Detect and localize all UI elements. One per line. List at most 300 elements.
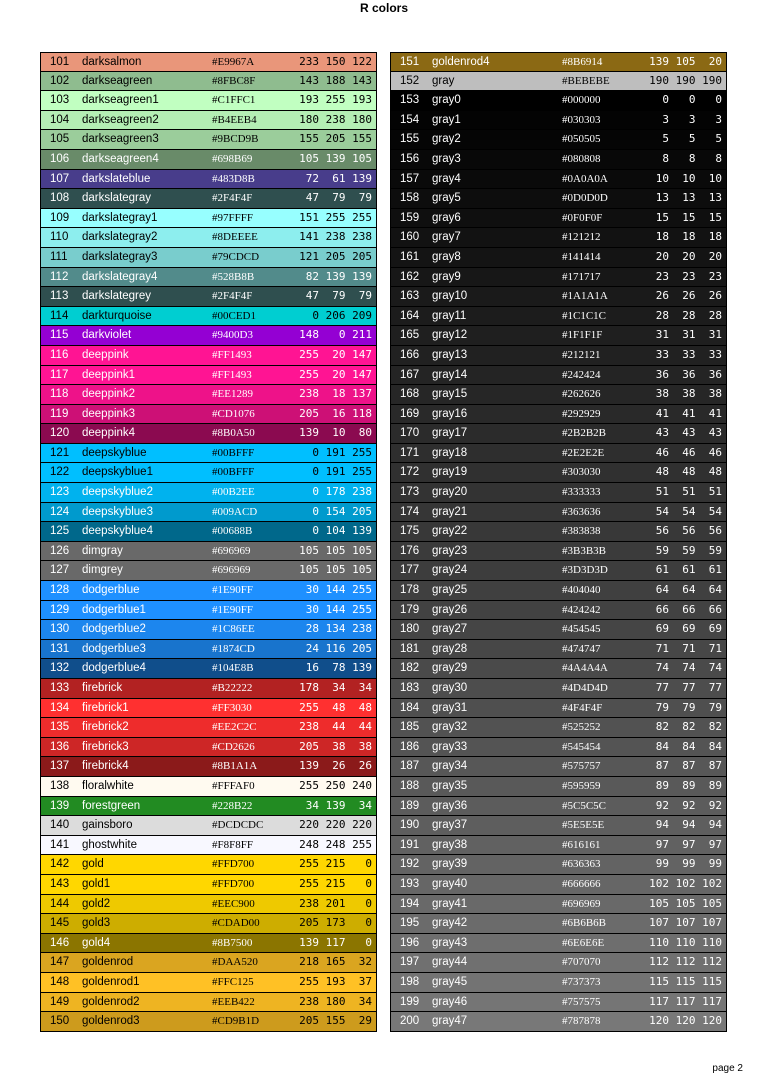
color-hex: #6E6E6E: [562, 936, 605, 949]
color-rgb: 180 238 180: [299, 112, 372, 126]
color-rgb: 89 89 89: [649, 778, 722, 792]
color-name: gray27: [432, 623, 468, 636]
color-name: gray0: [432, 94, 461, 107]
color-number: 130: [50, 623, 70, 636]
color-number: 164: [400, 309, 420, 322]
color-hex: #707070: [562, 956, 601, 969]
color-number: 182: [400, 662, 420, 675]
color-hex: #424242: [562, 603, 601, 616]
color-row: [40, 522, 377, 542]
color-number: 162: [400, 270, 420, 283]
color-row: [390, 816, 727, 836]
color-rgb: 139 26 26: [299, 759, 372, 773]
color-rgb: 255 250 240: [299, 778, 372, 792]
color-number: 187: [400, 760, 420, 773]
color-hex: #2F4F4F: [212, 192, 253, 205]
color-name: gray12: [432, 329, 468, 342]
color-row: [40, 699, 377, 719]
color-hex: #4F4F4F: [562, 701, 603, 714]
color-row: [40, 895, 377, 915]
color-number: 165: [400, 329, 420, 342]
color-hex: #303030: [562, 466, 601, 479]
color-rgb: 97 97 97: [649, 837, 722, 851]
color-row: [390, 405, 727, 425]
color-row: [390, 836, 727, 856]
color-number: 109: [50, 211, 70, 224]
color-name: dodgerblue3: [82, 642, 146, 655]
color-name: gray36: [432, 799, 468, 812]
color-hex: #E9967A: [212, 56, 255, 68]
color-name: deepskyblue1: [82, 466, 153, 479]
color-name: gray3: [432, 152, 461, 165]
color-name: gray13: [432, 348, 468, 361]
color-name: gray44: [432, 956, 468, 969]
color-number: 110: [50, 231, 69, 244]
color-row: [390, 953, 727, 973]
color-number: 122: [50, 466, 70, 479]
color-rgb: 99 99 99: [649, 857, 722, 871]
color-row: [40, 757, 377, 777]
color-number: 118: [50, 388, 69, 401]
color-table-left: [40, 52, 377, 1032]
color-rgb: 46 46 46: [649, 445, 722, 459]
color-number: 114: [50, 309, 69, 322]
color-row: [40, 228, 377, 248]
color-row: [390, 52, 727, 72]
color-hex: #696969: [212, 544, 251, 557]
color-row: [40, 483, 377, 503]
color-rgb: 238 18 137: [299, 387, 372, 401]
color-rgb: 255 20 147: [299, 347, 372, 361]
color-row: [40, 561, 377, 581]
color-row: [390, 209, 727, 229]
color-row: [390, 444, 727, 464]
color-name: gray37: [432, 819, 468, 832]
color-row: [40, 287, 377, 307]
color-number: 198: [400, 975, 420, 988]
color-name: gray10: [432, 290, 468, 303]
color-hex: #FF1493: [212, 348, 252, 361]
color-rgb: 18 18 18: [649, 230, 722, 244]
color-rgb: 56 56 56: [649, 524, 722, 538]
color-rgb: 64 64 64: [649, 583, 722, 597]
color-name: gray25: [432, 584, 468, 597]
color-name: gray18: [432, 446, 468, 459]
color-name: deeppink2: [82, 388, 136, 401]
color-number: 173: [400, 486, 420, 499]
color-number: 145: [50, 917, 70, 930]
color-name: dodgerblue4: [82, 662, 146, 675]
color-rgb: 248 248 255: [299, 837, 372, 851]
color-row: [40, 581, 377, 601]
color-rgb: 28 28 28: [649, 308, 722, 322]
color-name: gold4: [82, 936, 111, 949]
color-rgb: 23 23 23: [649, 269, 722, 283]
color-hex: #00BFFF: [212, 466, 255, 479]
color-row: [390, 542, 727, 562]
color-hex: #636363: [562, 858, 601, 871]
color-name: gray43: [432, 936, 468, 949]
color-name: dodgerblue1: [82, 603, 146, 616]
color-name: ghostwhite: [82, 838, 137, 851]
color-row: [40, 150, 377, 170]
color-rgb: 155 205 155: [299, 132, 372, 146]
color-hex: #FF1493: [212, 368, 252, 381]
color-rgb: 255 48 48: [299, 700, 372, 714]
color-row: [390, 483, 727, 503]
color-name: gray21: [432, 505, 468, 518]
color-row: [390, 640, 727, 660]
color-hex: #DAA520: [212, 956, 258, 969]
color-hex: #8B0A50: [212, 427, 255, 440]
color-hex: #8B1A1A: [212, 760, 258, 773]
color-row: [40, 405, 377, 425]
color-number: 151: [400, 56, 420, 68]
color-rgb: 10 10 10: [649, 171, 722, 185]
color-rgb: 238 44 44: [299, 720, 372, 734]
color-hex: #050505: [562, 133, 601, 146]
color-rgb: 120 120 120: [649, 1014, 722, 1028]
color-row: [390, 777, 727, 797]
color-number: 125: [50, 525, 70, 538]
color-rgb: 218 165 32: [299, 955, 372, 969]
color-rgb: 16 78 139: [299, 661, 372, 675]
color-name: darkslategray1: [82, 211, 158, 224]
color-number: 124: [50, 505, 70, 518]
color-number: 131: [50, 642, 70, 655]
color-rgb: 105 105 105: [649, 896, 722, 910]
color-number: 147: [50, 956, 70, 969]
color-number: 150: [50, 1015, 70, 1028]
color-row: [40, 72, 377, 92]
color-name: gray14: [432, 368, 468, 381]
color-name: gray17: [432, 427, 468, 440]
color-hex: #1874CD: [212, 642, 255, 655]
color-row: [40, 463, 377, 483]
color-name: gray1: [432, 113, 461, 126]
color-name: forestgreen: [82, 799, 141, 812]
color-rgb: 43 43 43: [649, 426, 722, 440]
color-rgb: 178 34 34: [299, 681, 372, 694]
color-row: [390, 855, 727, 875]
color-name: gray2: [432, 133, 461, 146]
color-number: 148: [50, 975, 70, 988]
color-name: firebrick3: [82, 740, 129, 753]
color-number: 111: [50, 250, 68, 263]
color-hex: #528B8B: [212, 270, 255, 283]
color-number: 167: [400, 368, 420, 381]
color-hex: #C1FFC1: [212, 94, 256, 107]
color-number: 121: [50, 446, 70, 459]
color-name: goldenrod3: [82, 1015, 140, 1028]
color-rgb: 220 220 220: [299, 818, 372, 832]
color-row: [390, 601, 727, 621]
color-number: 195: [400, 917, 420, 930]
color-rgb: 87 87 87: [649, 759, 722, 773]
color-row: [40, 503, 377, 523]
color-rgb: 151 255 255: [299, 210, 372, 224]
color-number: 163: [400, 290, 420, 303]
color-row: [390, 268, 727, 288]
color-number: 137: [50, 760, 70, 773]
color-row: [390, 150, 727, 170]
color-hex: #404040: [562, 584, 601, 597]
color-number: 168: [400, 388, 420, 401]
color-row: [390, 72, 727, 92]
color-name: darksalmon: [82, 56, 142, 68]
color-name: gray33: [432, 740, 468, 753]
color-name: darkslategray4: [82, 270, 158, 283]
color-name: darkslategray3: [82, 250, 158, 263]
color-number: 127: [50, 564, 70, 577]
color-hex: #104E8B: [212, 662, 254, 675]
color-number: 159: [400, 211, 420, 224]
color-row: [40, 973, 377, 993]
color-hex: #757575: [562, 995, 601, 1008]
color-row: [390, 170, 727, 190]
color-hex: #212121: [562, 348, 601, 361]
color-number: 158: [400, 192, 420, 205]
color-number: 149: [50, 995, 70, 1008]
color-number: 119: [50, 407, 69, 420]
color-rgb: 255 20 147: [299, 367, 372, 381]
color-hex: #00B2EE: [212, 486, 255, 499]
color-rgb: 82 139 139: [299, 269, 372, 283]
color-hex: #3D3D3D: [562, 564, 608, 577]
color-hex: #616161: [562, 838, 601, 851]
color-name: darkslateblue: [82, 172, 151, 185]
color-number: 174: [400, 505, 420, 518]
color-number: 184: [400, 701, 420, 714]
color-name: gray32: [432, 721, 468, 734]
color-row: [40, 307, 377, 327]
color-rgb: 205 16 118: [299, 406, 372, 420]
color-name: gray35: [432, 779, 468, 792]
color-name: dodgerblue: [82, 584, 140, 597]
color-name: gold3: [82, 917, 111, 930]
color-name: darkslategray: [82, 192, 152, 205]
color-hex: #696969: [562, 897, 601, 910]
color-hex: #4A4A4A: [562, 662, 608, 675]
color-hex: #79CDCD: [212, 250, 260, 263]
color-hex: #575757: [562, 760, 601, 773]
color-hex: #0A0A0A: [562, 172, 608, 185]
color-name: gray7: [432, 231, 461, 244]
color-number: 186: [400, 740, 420, 753]
color-row: [40, 189, 377, 209]
color-row: [40, 424, 377, 444]
color-number: 172: [400, 466, 420, 479]
color-name: darkslategrey: [82, 290, 152, 303]
color-row: [40, 601, 377, 621]
color-rgb: 193 255 193: [299, 93, 372, 107]
color-row: [40, 542, 377, 562]
color-hex: #333333: [562, 486, 601, 499]
color-name: firebrick4: [82, 760, 129, 773]
color-name: darkseagreen2: [82, 113, 159, 126]
color-rgb: 61 61 61: [649, 563, 722, 577]
color-row: [40, 797, 377, 817]
color-rgb: 28 134 238: [299, 622, 372, 636]
color-row: [390, 1012, 727, 1032]
color-row: [390, 189, 727, 209]
color-hex: #009ACD: [212, 505, 258, 518]
color-rgb: 92 92 92: [649, 798, 722, 812]
color-hex: #383838: [562, 525, 601, 538]
color-row: [390, 561, 727, 581]
color-name: deepskyblue: [82, 446, 147, 459]
color-name: gray20: [432, 486, 468, 499]
color-number: 144: [50, 897, 70, 910]
color-row: [390, 463, 727, 483]
color-number: 103: [50, 94, 70, 107]
color-hex: #2E2E2E: [562, 446, 605, 459]
color-row: [390, 248, 727, 268]
color-hex: #1F1F1F: [562, 329, 603, 342]
color-rgb: 141 238 238: [299, 230, 372, 244]
color-name: gainsboro: [82, 819, 133, 832]
color-row: [40, 836, 377, 856]
color-row: [40, 268, 377, 288]
color-rgb: 115 115 115: [649, 974, 722, 988]
color-rgb: 3 3 3: [649, 112, 722, 126]
color-row: [390, 111, 727, 131]
color-rgb: 13 13 13: [649, 191, 722, 205]
color-rgb: 117 117 117: [649, 994, 722, 1008]
color-rgb: 31 31 31: [649, 328, 722, 342]
color-number: 178: [400, 584, 420, 597]
color-hex: #00688B: [212, 525, 253, 538]
color-row: [390, 522, 727, 542]
color-rgb: 139 105 20: [649, 55, 722, 68]
color-name: goldenrod2: [82, 995, 140, 1008]
color-row: [40, 326, 377, 346]
color-rgb: 48 48 48: [649, 465, 722, 479]
color-row: [390, 875, 727, 895]
color-rgb: 148 0 211: [299, 328, 372, 342]
color-hex: #696969: [212, 564, 251, 577]
color-number: 107: [50, 172, 70, 185]
color-number: 143: [50, 877, 70, 890]
color-number: 183: [400, 682, 420, 694]
color-hex: #00CED1: [212, 309, 256, 322]
color-hex: #B4EEB4: [212, 113, 257, 126]
color-row: [40, 640, 377, 660]
color-name: gold2: [82, 897, 111, 910]
color-rgb: 0 191 255: [299, 445, 372, 459]
color-rgb: 110 110 110: [649, 935, 722, 949]
color-rgb: 205 155 29: [299, 1014, 372, 1028]
color-rgb: 24 116 205: [299, 641, 372, 655]
color-row: [390, 326, 727, 346]
color-hex: #FFC125: [212, 975, 254, 988]
color-hex: #080808: [562, 152, 601, 165]
color-name: deeppink3: [82, 407, 136, 420]
color-name: gray15: [432, 388, 468, 401]
color-number: 185: [400, 721, 420, 734]
color-rgb: 143 188 143: [299, 73, 372, 87]
color-rgb: 94 94 94: [649, 818, 722, 832]
color-rgb: 121 205 205: [299, 249, 372, 263]
color-name: darkviolet: [82, 329, 132, 342]
color-name: darkslategray2: [82, 231, 158, 244]
color-hex: #141414: [562, 250, 601, 263]
color-name: gray11: [432, 309, 467, 322]
color-hex: #EEC900: [212, 897, 255, 910]
color-rgb: 82 82 82: [649, 720, 722, 734]
color-hex: #8B7500: [212, 936, 253, 949]
color-rgb: 74 74 74: [649, 661, 722, 675]
color-number: 155: [400, 133, 420, 146]
color-name: gray16: [432, 407, 468, 420]
color-rgb: 255 193 37: [299, 974, 372, 988]
color-hex: #1E90FF: [212, 603, 253, 616]
color-name: deeppink: [82, 348, 129, 361]
color-name: gold: [82, 858, 104, 871]
color-number: 113: [50, 290, 69, 303]
color-name: gray6: [432, 211, 461, 224]
color-number: 104: [50, 113, 70, 126]
color-hex: #EE1289: [212, 388, 253, 401]
color-rgb: 105 105 105: [299, 543, 372, 557]
color-hex: #CD1076: [212, 407, 255, 420]
color-hex: #5E5E5E: [562, 819, 605, 832]
color-name: dimgray: [82, 544, 123, 557]
color-number: 177: [400, 564, 420, 577]
color-name: gray28: [432, 642, 468, 655]
color-number: 190: [400, 819, 420, 832]
color-row: [40, 659, 377, 679]
color-number: 189: [400, 799, 420, 812]
color-number: 193: [400, 877, 420, 890]
color-row: [40, 855, 377, 875]
color-number: 128: [50, 584, 70, 597]
color-row: [40, 620, 377, 640]
color-table-right: [390, 52, 727, 1032]
color-number: 139: [50, 799, 70, 812]
color-hex: #CDAD00: [212, 917, 260, 930]
color-rgb: 102 102 102: [649, 876, 722, 890]
color-row: [40, 1012, 377, 1032]
color-row: [390, 699, 727, 719]
color-rgb: 105 139 105: [299, 151, 372, 165]
color-number: 106: [50, 152, 70, 165]
color-hex: #0D0D0D: [562, 192, 608, 205]
color-rgb: 112 112 112: [649, 955, 722, 969]
color-name: gray: [432, 74, 455, 87]
color-rgb: 233 150 122: [299, 55, 372, 68]
color-number: 179: [400, 603, 420, 616]
color-rgb: 205 173 0: [299, 916, 372, 930]
color-row: [40, 738, 377, 758]
color-row: [390, 973, 727, 993]
color-row: [390, 346, 727, 366]
color-name: gray38: [432, 838, 468, 851]
color-row: [390, 366, 727, 386]
color-hex: #BEBEBE: [562, 74, 610, 87]
color-number: 191: [400, 838, 420, 851]
color-number: 105: [50, 133, 70, 146]
color-name: gray9: [432, 270, 461, 283]
color-hex: #8FBC8F: [212, 74, 256, 87]
color-hex: #1C1C1C: [562, 309, 607, 322]
color-number: 200: [400, 1015, 420, 1028]
color-hex: #545454: [562, 740, 601, 753]
color-number: 136: [50, 740, 70, 753]
color-rgb: 0 178 238: [299, 485, 372, 499]
color-rgb: 238 180 34: [299, 994, 372, 1008]
color-rgb: 190 190 190: [649, 73, 722, 87]
